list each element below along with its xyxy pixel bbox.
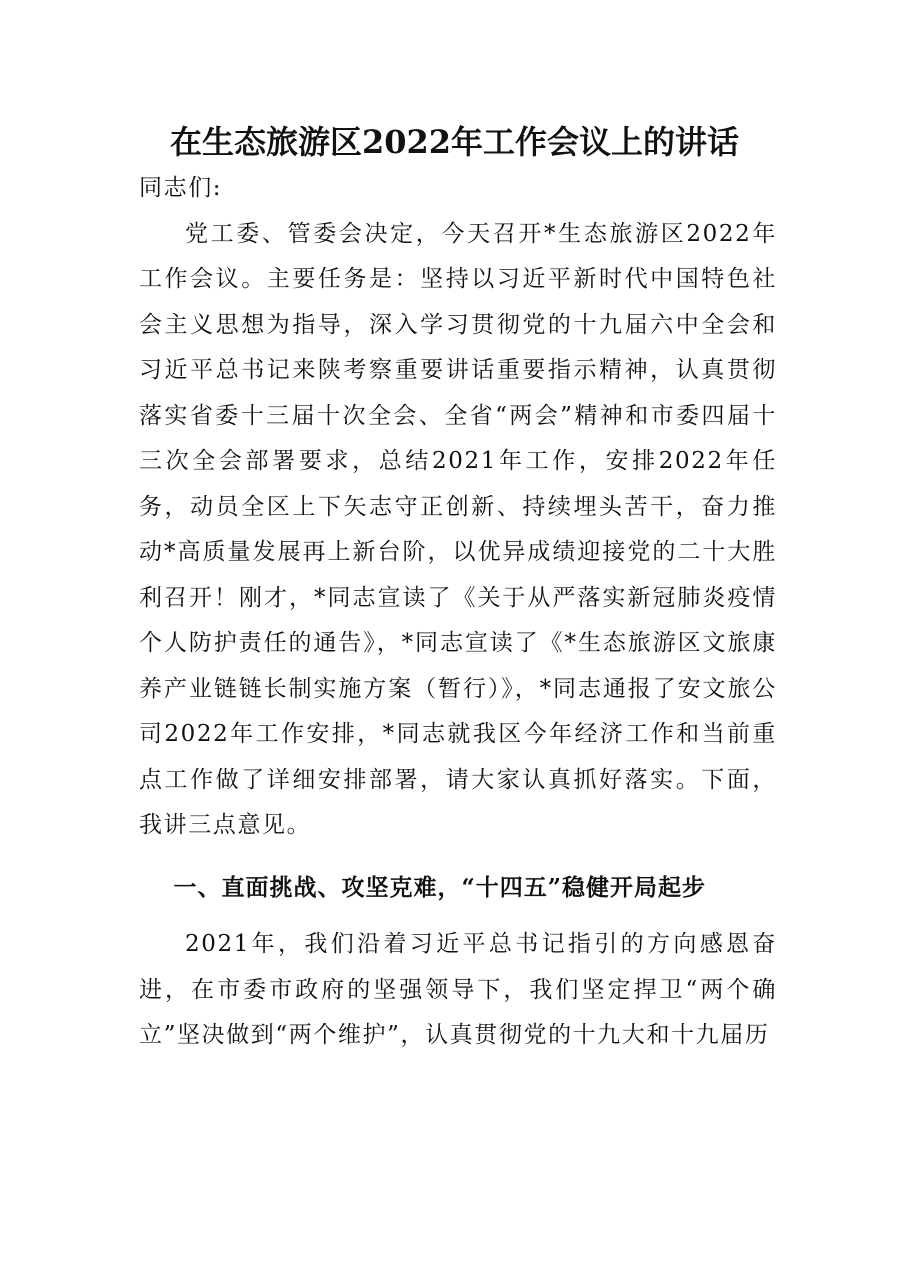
document-title: 在生态旅游区2022年工作会议上的讲话 bbox=[169, 123, 740, 161]
section-heading: 一、直面挑战、攻坚克难，“十四五”稳健开局起步 bbox=[173, 873, 706, 901]
document-body bbox=[139, 166, 777, 1059]
salutation: 同志们: bbox=[139, 175, 223, 201]
body-paragraph: 党工委、管委会决定，今天召开*生态旅游区2022年工作会议。主要任务是：坚持以习近平新时代中国特色社会主义思想为指导，深入学习贯彻党的十九届六中全会和习近平总书记来陕考察重要讲话重要指示精神，认真贯彻落实省委十三届十次全会、全省“两会”精神和市委四届十三次全会部署要求，总结2021年工作，安排2022年任务，动员全区上下矢志守正创新、持续埋头苦干，奋力推动*高质量发展再上新台阶，以优异成绩迎接党的二十大胜利召开！刚才，*同志宣读了《关于从严落实新冠肺炎疫情个人防护责任的通告》，*同志宣读了《*生态旅游区文旅康养产业链链长制实施方案（暂行）》，*同志通报了安文旅公司2022年工作安排，*同志就我区今年经济工作和当前重点工作做了详细安排部署，请大家认真抓好落实。下面，我讲三点意见。 bbox=[139, 220, 777, 838]
section-paragraph: 2021年，我们沿着习近平总书记指引的方向感恩奋进，在市委市政府的坚强领导下，我们坚定捍卫“两个确立”坚决做到“两个维护”，认真贯彻党的十九大和十九届历 bbox=[139, 931, 777, 1048]
